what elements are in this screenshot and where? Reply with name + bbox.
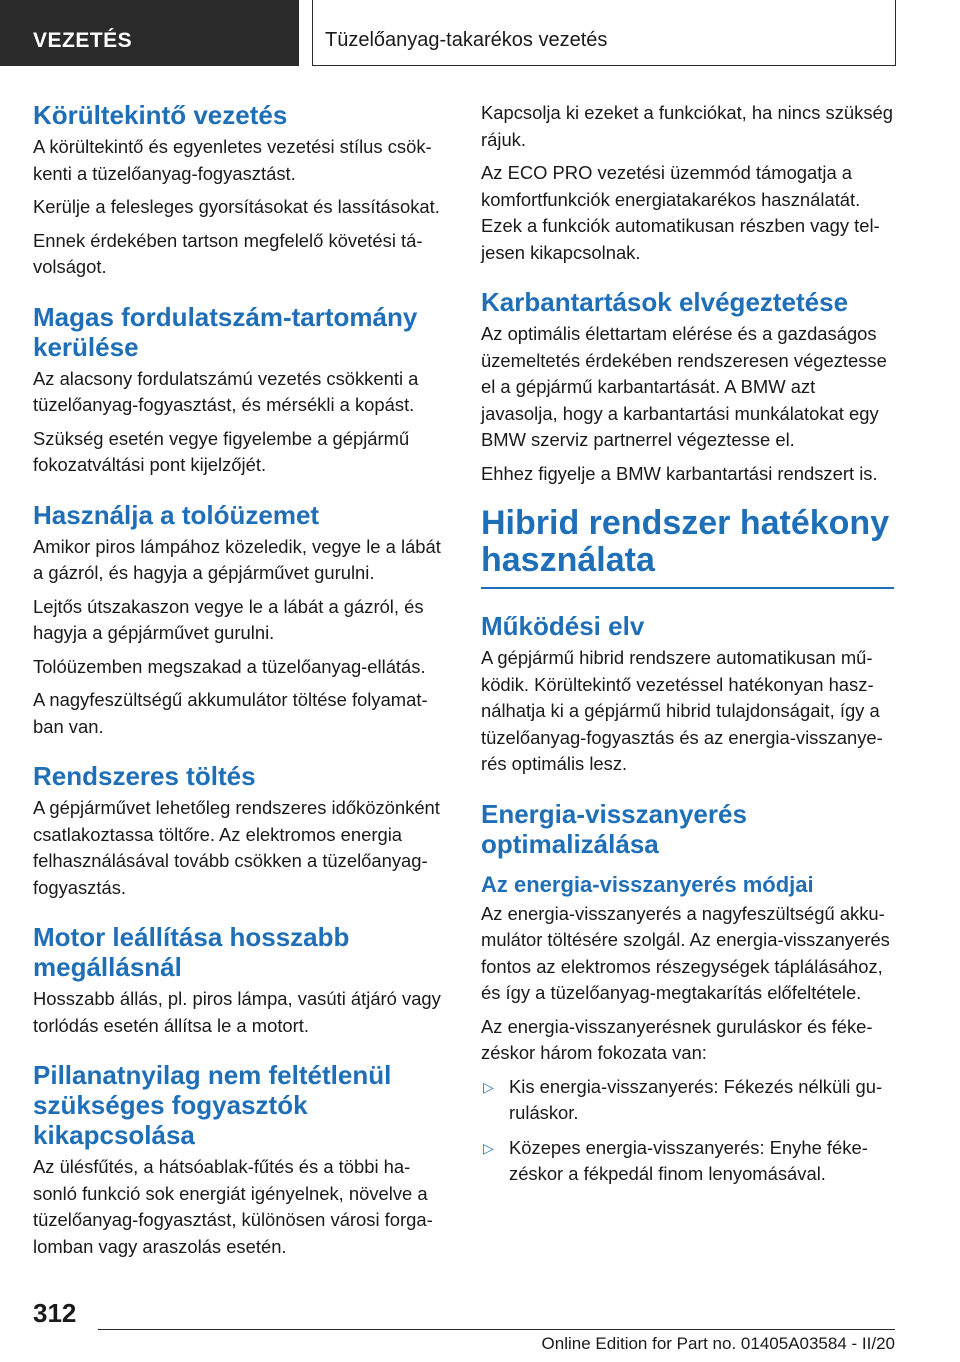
paragraph: Kapcsolja ki ezeket a funkciókat, ha nincs szükség rájuk. xyxy=(481,102,893,150)
page-header xyxy=(0,0,960,66)
paragraph: A körültekintő és egyenletes vezetési stílus csökkenti a tüzelőanyag-fogyasztást. xyxy=(33,136,432,184)
paragraph: Az ECO PRO vezetési üzemmód támogatja a komfortfunkciók energiatakarékos használatát. Ezek a funkciók automatikusan részben vagy teljesen kikapcsolnak. xyxy=(481,162,880,263)
right-column xyxy=(481,100,894,1196)
recuperation-list xyxy=(481,1074,894,1188)
paragraph: Az energia-visszanyerés a nagyfeszültségű akkumulátor töltésére szolgál. Az energia-visszanyerés fontos az elektromos részegységek táplálásához, és így a tüzelőanyag-megtakarítás előfeltétele. xyxy=(481,902,890,1003)
main-heading-block xyxy=(481,505,894,589)
paragraph: Az ülésfűtés, a hátsóablak-fűtés és a többi hasonló funkció sok energiát igényelnek, növelve a tüzelőanyag-fogyasztást, különösen városi forgalomban vagy araszolás esetén. xyxy=(33,1156,433,1257)
paragraph: A gépjármű hibrid rendszere automatikusan működik. Körültekintő vezetéssel hatékonyan használhatja ki a gépjármű hibrid tulajdonságait, így a tüzelőanyag-fogyasztás és az energia-visszanyerés optimális lesz. xyxy=(481,647,883,774)
paragraph: Az optimális élettartam elérése és a gazdaságos üzemeltetés érdekében rendszeresen végeztesse el a gépjármű karbantartását. A BMW azt javasolja, hogy a karbantartási munkálatokat egy BMW szerviz partnerrel végeztesse el. xyxy=(481,323,887,450)
heading-coasting: Használja a tolóüzemet xyxy=(33,499,320,530)
triangle-bullet-icon: ▷ xyxy=(483,1078,494,1095)
paragraph: Kerülje a felesleges gyorsításokat és lassításokat. xyxy=(33,196,440,217)
list-item-text: Közepes energia-visszanyerés: Enyhe fékezéskor a fékpedál finom lenyomásával. xyxy=(509,1136,868,1184)
list-item xyxy=(481,1074,894,1127)
paragraph: Lejtős útszakaszon vegye le a lábát a gázról, és hagyja a gépjárművet gurulni. xyxy=(33,595,424,643)
list-item-text: Kis energia-visszanyerés: Fékezés nélküli guruláskor. xyxy=(509,1075,883,1123)
subheading-recuperation-modes: Az energia-visszanyerés módjai xyxy=(481,871,814,897)
heading-high-rpm: Magas fordulatszám-tartomány kerülése xyxy=(33,301,418,362)
heading-recuperation: Energia-visszanyerés optimalizálása xyxy=(481,798,747,859)
paragraph: Hosszabb állás, pl. piros lámpa, vasúti átjáró vagy torlódás esetén állítsa le a motort. xyxy=(33,988,441,1036)
footer-edition: Online Edition for Part no. 01405A03584 - II/20 xyxy=(541,1334,895,1353)
paragraph: Az energia-visszanyerésnek guruláskor és fékezéskor három fokozata van: xyxy=(481,1015,873,1063)
footer-divider xyxy=(98,1329,895,1330)
section-tab: VEZETÉS xyxy=(0,0,299,66)
left-column xyxy=(33,100,446,1267)
list-item xyxy=(481,1135,894,1188)
paragraph: Ennek érdekében tartson megfelelő követési távolságot. xyxy=(33,229,423,277)
heading-consumers-off: Pillanatnyilag nem feltétlenül szükséges fogyasztók kikapcsolása xyxy=(33,1060,392,1150)
page-number: 312 xyxy=(33,1298,77,1328)
paragraph: Szükség esetén vegye figyelembe a gépjármű fokozatváltási pont kijelzőjét. xyxy=(33,427,410,475)
paragraph: Amikor piros lámpához közeledik, vegye le a lábát a gázról, és hagyja a gépjárművet gurulni. xyxy=(33,535,441,583)
heading-operating-principle: Működési elv xyxy=(481,611,645,641)
paragraph: Az alacsony fordulatszámú vezetés csökkenti a tüzelőanyag-fogyasztást, és mérsékli a kopást. xyxy=(33,367,419,415)
triangle-bullet-icon: ▷ xyxy=(483,1139,494,1156)
paragraph: Ehhez figyelje a BMW karbantartási rendszert is. xyxy=(481,462,878,484)
heading-maintenance: Karbantartások elvégeztetése xyxy=(481,287,849,317)
chapter-title: Tüzelőanyag-takarékos vezetés xyxy=(312,0,896,66)
paragraph: A nagyfeszültségű akkumulátor töltése folyamatban van. xyxy=(33,689,428,737)
heading-engine-off: Motor leállítása hosszabb megállásnál xyxy=(33,922,350,982)
heading-regular-charging: Rendszeres töltés xyxy=(33,761,256,791)
paragraph: A gépjárművet lehetőleg rendszeres időközönként csatlakoztassa töltőre. Az elektromos energia felhasználásával tovább csökken a tüzelőanyag-fogyasztás. xyxy=(33,797,440,898)
heading-careful-driving: Körültekintő vezetés xyxy=(33,100,288,130)
main-heading-hybrid: Hibrid rendszer hatékony használata xyxy=(481,504,890,579)
paragraph: Tolóüzemben megszakad a tüzelőanyag-ellátás. xyxy=(33,655,426,677)
